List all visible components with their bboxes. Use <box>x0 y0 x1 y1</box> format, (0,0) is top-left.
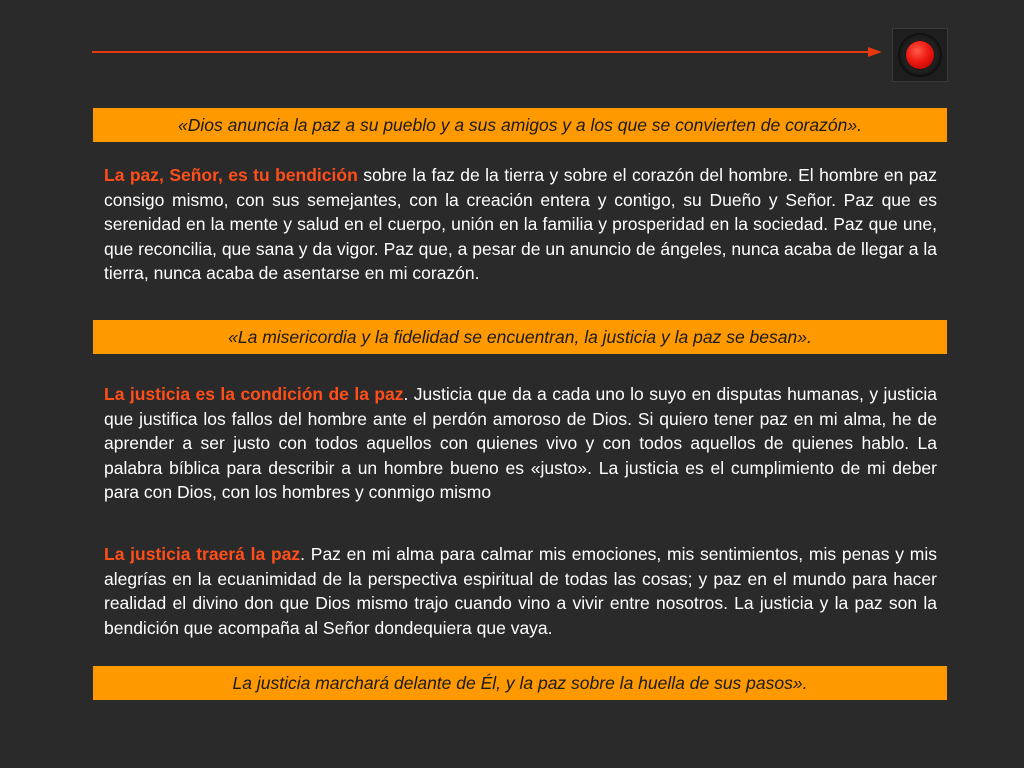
paragraph-body: . Paz en mi alma para calmar mis emociones, mis sentimientos, mis penas y mis alegrías en la ecuanimidad de la perspectiva espiritual de todas las cosas; y paz en el mundo para hacer realidad el divino don que Dios mismo trajo cuando vino a vivir entre nosotros. La justicia y la paz son la bendición que acompaña al Señor dondequiera que vaya. <box>104 544 937 638</box>
paragraph-justice-brings-peace <box>104 542 937 640</box>
paragraph-body: . Justicia que da a cada uno lo suyo en disputas humanas, y justicia que justifica los fallos del hombre ante el perdón amoroso de Dios. Si quiero tener paz en mi alma, he de aprender a ser justo con todos aquellos con quienes vivo y con todos aquellos de quienes hablo. La palabra bíblica para describir a un hombre bueno es «justo». La justicia es el cumplimiento de mi deber para con Dios, con los hombres y conmigo mismo <box>104 384 937 502</box>
paragraph-highlight: La paz, Señor, es tu bendición <box>104 165 358 185</box>
banner-quote-1: «Dios anuncia la paz a su pueblo y a sus amigos y a los que se convierten de corazón». <box>93 108 947 142</box>
paragraph-highlight: La justicia es la condición de la paz <box>104 384 404 404</box>
record-button[interactable] <box>892 28 948 82</box>
paragraph-justice-condition <box>104 382 937 505</box>
banner-quote-2: «La misericordia y la fidelidad se encuentran, la justicia y la paz se besan». <box>93 320 947 354</box>
paragraph-peace-blessing <box>104 163 937 286</box>
paragraph-highlight: La justicia traerá la paz <box>104 544 301 564</box>
record-ring <box>898 33 942 77</box>
right-arrow-icon <box>92 44 882 60</box>
banner-quote-3: La justicia marchará delante de Él, y la paz sobre la huella de sus pasos». <box>93 666 947 700</box>
paragraph-body: sobre la faz de la tierra y sobre el corazón del hombre. El hombre en paz consigo mismo, con sus semejantes, con la creación entera y contigo, su Dueño y Señor. Paz que es serenidad en la mente y salud en el cuerpo, unión en la familia y prosperidad en la sociedad. Paz que une, que reconcilia, que sana y da vigor. Paz que, a pesar de un anuncio de ángeles, nunca acaba de llegar a la tierra, nunca acaba de asentarse en mi corazón. <box>104 165 937 283</box>
record-button-icon <box>906 41 934 69</box>
